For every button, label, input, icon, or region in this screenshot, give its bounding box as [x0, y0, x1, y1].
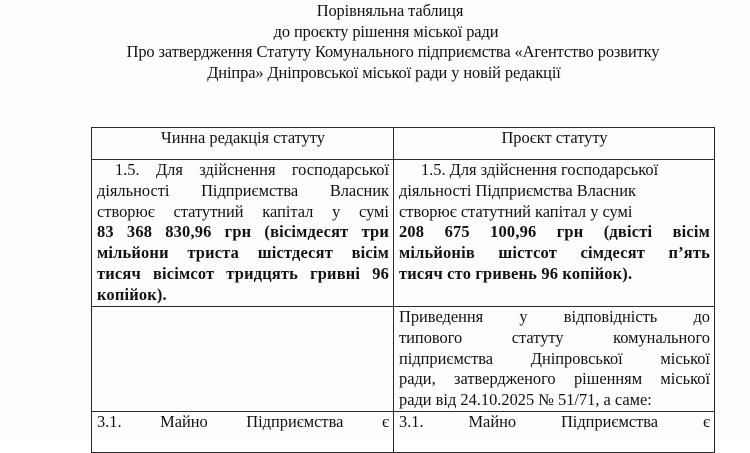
capital-amount-line: мільйони триста шістдесят вісім [97, 243, 389, 263]
title-line-3: Про затвердження Статуту Комунального підприємства «Агентство розвитку [126, 42, 660, 62]
capital-amount-line: тисяч сто гривень 96 копійок). [399, 263, 633, 283]
text-word: є [381, 411, 389, 431]
document-title [0, 1, 750, 83]
cell-current-empty [92, 307, 394, 412]
text-word: 3.1. [399, 411, 424, 431]
cell-proposed-1-5 [394, 160, 715, 307]
comparison-table [91, 127, 715, 453]
text-word: 3.1. [97, 411, 122, 431]
text-line: типового статуту комунального [399, 327, 710, 347]
cell-proposed-explanation [394, 307, 715, 412]
text-line: ради від 24.10.2025 № 51/71, а саме: [399, 390, 652, 410]
title-line-1: Порівняльна таблиця [316, 1, 464, 20]
cell-current-1-5 [92, 160, 394, 307]
title-line-4: Дніпра» Дніпровської міської ради у новій редакції [207, 62, 561, 82]
capital-amount-line: 208 675 100,96 грн (двісті вісім [399, 222, 710, 242]
text-line: створює статутний капітал у сумі [399, 201, 633, 221]
text-word: Підприємства [560, 411, 659, 431]
table-row [92, 411, 715, 452]
text-line: 1.5. Для здійснення господарської [421, 160, 659, 179]
text-word: Майно [160, 411, 208, 431]
text-word: Майно [468, 411, 517, 431]
title-line-2: до проєкту рішення міської ради [273, 21, 499, 41]
capital-amount-line: 83 368 830,96 грн (вісімдесят три [97, 222, 389, 242]
header-current-version: Чинна редакція статуту [92, 128, 394, 160]
table-header-row [92, 128, 715, 160]
text-line: ради, затвердженого рішенням міської [399, 369, 710, 389]
cell-proposed-3-1 [394, 411, 715, 452]
capital-amount-line: мільйонів шістсот сімдесят п’ять [399, 243, 710, 263]
text-line: 1.5. Для здійснення господарської [115, 160, 389, 179]
text-line: Приведення у відповідність до [399, 307, 710, 326]
text-line: діяльності Підприємства Власник [399, 180, 636, 200]
header-proposed-version: Проєкт статуту [394, 128, 715, 160]
table-row [92, 307, 715, 412]
capital-amount-line: тисяч вісімсот тридцять гривні 96 [97, 263, 389, 283]
cell-current-3-1 [92, 411, 394, 452]
text-line: створює статутний капітал у сумі [97, 201, 389, 221]
capital-amount-line: копійок). [97, 284, 167, 304]
text-word: є [702, 411, 710, 431]
text-word: Підприємства [246, 411, 344, 431]
text-line: діяльності Підприємства Власник [97, 180, 389, 200]
table-row [92, 160, 715, 307]
text-line: підприємства Дніпровської міської [399, 348, 710, 368]
